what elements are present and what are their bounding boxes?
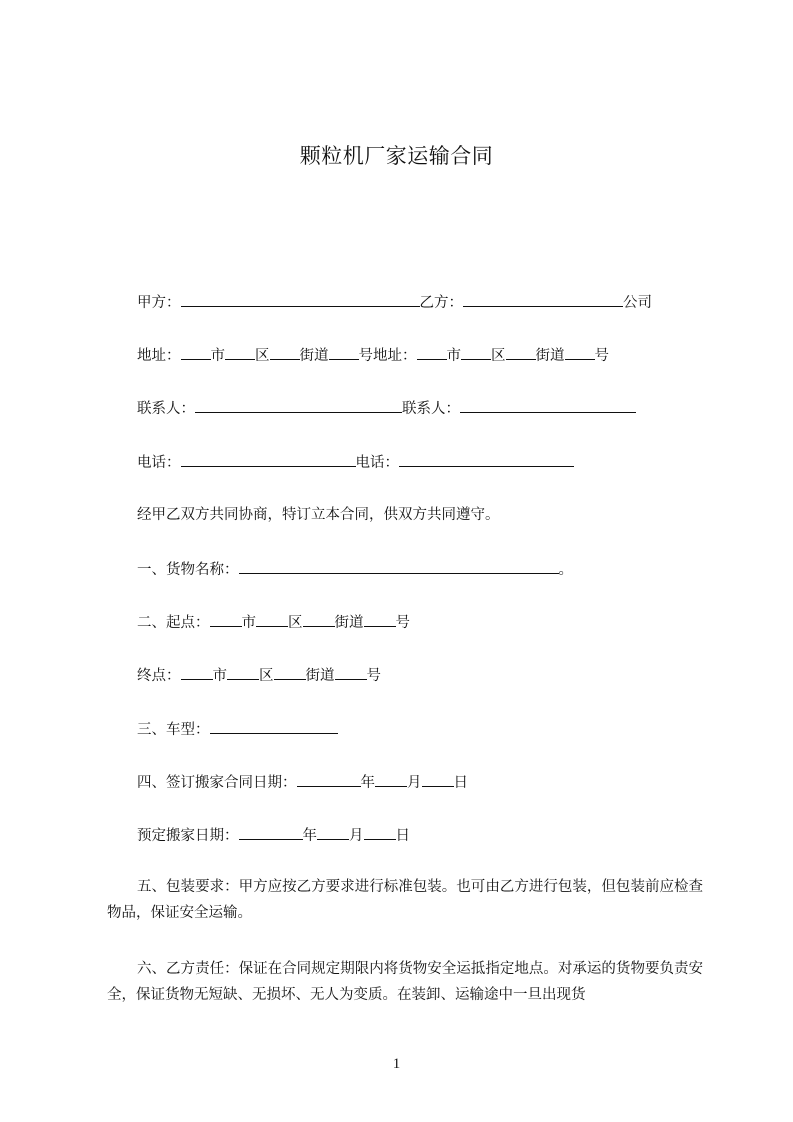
day-label: 日 — [453, 775, 468, 791]
address-blank — [256, 612, 288, 627]
address-blank — [181, 345, 211, 360]
city-label: 市 — [210, 348, 225, 364]
phone-blank — [399, 452, 574, 467]
origin-line — [137, 612, 410, 633]
party-b-blank — [463, 292, 623, 307]
contact-blank — [195, 398, 402, 413]
street-label: 街道 — [535, 348, 565, 364]
district-label: 区 — [259, 668, 274, 684]
phone-label: 电话： — [355, 455, 399, 471]
sign-date-line — [137, 772, 468, 793]
party-line — [137, 292, 652, 313]
goods-blank — [239, 559, 559, 574]
month-blank — [317, 825, 349, 840]
address-blank — [565, 345, 595, 360]
city-label: 市 — [212, 668, 227, 684]
party-a-label: 甲方： — [137, 295, 181, 311]
address-blank — [461, 345, 491, 360]
address-blank — [364, 612, 396, 627]
contact-label: 联系人： — [137, 401, 195, 417]
clause-5-text: 五、包装要求：甲方应按乙方要求进行标准包装。也可由乙方进行包装，但包装前应检查物品，保证安全运输。 — [107, 879, 703, 921]
vehicle-blank — [210, 719, 338, 734]
year-blank — [297, 772, 361, 787]
street-label: 街道 — [334, 615, 364, 631]
address-blank — [225, 345, 255, 360]
district-label: 区 — [255, 348, 270, 364]
phone-line — [137, 452, 574, 473]
address-blank — [417, 345, 447, 360]
month-blank — [375, 772, 407, 787]
number-label: 号 — [395, 615, 410, 631]
origin-label: 二、起点： — [137, 615, 210, 631]
company-suffix: 公司 — [623, 295, 652, 311]
dest-label: 终点： — [137, 668, 181, 684]
district-label: 区 — [491, 348, 506, 364]
number-label: 号 — [366, 668, 381, 684]
contact-line — [137, 398, 636, 419]
page-number: 1 — [392, 1056, 401, 1072]
address-blank — [506, 345, 536, 360]
month-label: 月 — [407, 775, 422, 791]
phone-label: 电话： — [137, 455, 181, 471]
address-blank — [210, 612, 242, 627]
address-blank — [274, 665, 306, 680]
address-label: 地址： — [373, 348, 417, 364]
address-blank — [181, 665, 213, 680]
address-blank — [270, 345, 300, 360]
party-b-label: 乙方： — [419, 295, 463, 311]
city-label: 市 — [241, 615, 256, 631]
phone-blank — [181, 452, 356, 467]
clause-5 — [107, 874, 703, 926]
move-date-label: 预定搬家日期： — [137, 828, 239, 844]
street-label: 街道 — [299, 348, 329, 364]
move-date-line — [137, 825, 410, 846]
goods-end: 。 — [558, 562, 573, 578]
clause-6-text: 六、乙方责任：保证在合同规定期限内将货物安全运抵指定地点。对承运的货物要负责安全，保证货物无短缺、无损坏、无人为变质。在装卸、运输途中一旦出现货 — [107, 961, 703, 1003]
day-blank — [364, 825, 396, 840]
goods-label: 一、货物名称： — [137, 562, 239, 578]
contact-label: 联系人： — [402, 401, 460, 417]
contact-blank — [460, 398, 636, 413]
page-title: 颗粒机厂家运输合同 — [299, 144, 494, 168]
address-blank — [329, 345, 359, 360]
street-label: 街道 — [305, 668, 335, 684]
address-blank — [335, 665, 367, 680]
number-label: 号 — [358, 348, 373, 364]
sign-date-label: 四、签订搬家合同日期： — [137, 775, 297, 791]
day-label: 日 — [395, 828, 410, 844]
city-label: 市 — [446, 348, 461, 364]
day-blank — [422, 772, 454, 787]
year-label: 年 — [302, 828, 317, 844]
number-label: 号 — [594, 348, 609, 364]
address-label: 地址： — [137, 348, 181, 364]
vehicle-label: 三、车型： — [137, 722, 210, 738]
clause-6 — [107, 956, 703, 1008]
intro-text: 经甲乙双方共同协商，特订立本合同，供双方共同遵守。 — [137, 507, 500, 523]
address-blank — [303, 612, 335, 627]
year-label: 年 — [360, 775, 375, 791]
goods-line — [137, 559, 573, 580]
address-blank — [227, 665, 259, 680]
party-a-blank — [181, 292, 420, 307]
year-blank — [239, 825, 303, 840]
destination-line — [137, 665, 381, 686]
month-label: 月 — [349, 828, 364, 844]
district-label: 区 — [288, 615, 303, 631]
address-line — [137, 345, 609, 366]
vehicle-line — [137, 719, 338, 740]
